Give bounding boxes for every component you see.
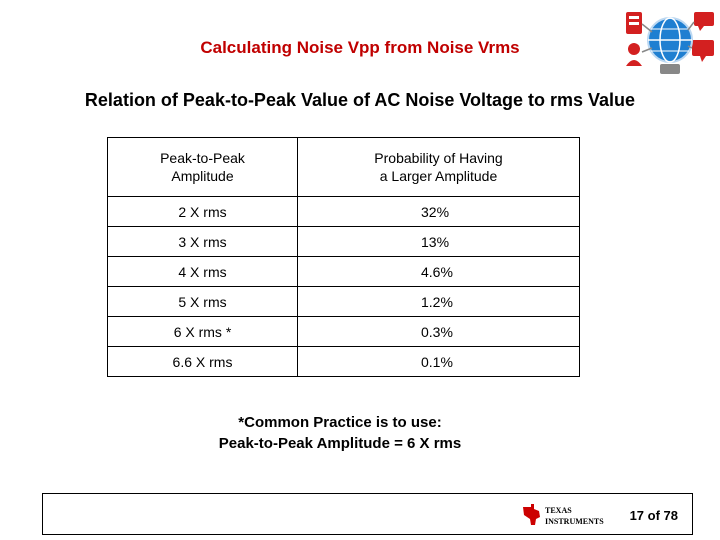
probability-value: 1.2%	[421, 293, 453, 310]
note-line2: Peak-to-Peak Amplitude = 6 X rms	[218, 435, 462, 452]
header-amplitude-line1: Peak-to-Peak	[160, 150, 245, 166]
header-probability-line2: a Larger Amplitude	[379, 168, 498, 184]
table-row	[108, 347, 580, 377]
table-row	[108, 197, 580, 227]
table-row	[108, 227, 580, 257]
table-row	[108, 287, 580, 317]
amplitude-cell: 2 X rms	[108, 197, 298, 227]
probability-cell	[298, 317, 580, 347]
probability-cell	[298, 227, 580, 257]
probability-value: 32%	[421, 203, 450, 220]
slide-footer	[42, 493, 693, 535]
probability-cell	[298, 257, 580, 287]
common-practice-note	[0, 412, 680, 454]
logo-text-line2: INSTRUMENTS	[545, 517, 604, 526]
amplitude-cell: 5 X rms	[108, 287, 298, 317]
probability-value: 0.1%	[421, 353, 453, 370]
logo-text-line1: TEXAS	[545, 506, 572, 515]
probability-value: 0.3%	[421, 323, 453, 340]
noise-amplitude-table	[107, 137, 580, 377]
network-graphic-icon	[622, 4, 718, 80]
amplitude-cell: 6 X rms *	[108, 317, 298, 347]
probability-cell	[298, 347, 580, 377]
probability-cell	[298, 197, 580, 227]
amplitude-cell: 3 X rms	[108, 227, 298, 257]
page-number: 17 of 78	[629, 508, 678, 523]
table-subtitle: Relation of Peak-to-Peak Value of AC Noise Voltage to rms Value	[84, 90, 636, 110]
slide-title: Calculating Noise Vpp from Noise Vrms	[200, 38, 520, 57]
note-line1: *Common Practice is to use:	[238, 414, 442, 431]
table-row	[108, 317, 580, 347]
header-amplitude-line2: Amplitude	[171, 168, 234, 184]
header-probability-line1: Probability of Having	[374, 150, 503, 166]
amplitude-cell: 4 X rms	[108, 257, 298, 287]
table-row	[108, 257, 580, 287]
amplitude-cell: 6.6 X rms	[108, 347, 298, 377]
header-probability	[298, 138, 580, 197]
probability-value: 4.6%	[421, 263, 453, 280]
table-header-row	[108, 138, 580, 197]
texas-instruments-logo	[521, 503, 616, 527]
probability-cell	[298, 287, 580, 317]
header-amplitude	[108, 138, 298, 197]
probability-value: 13%	[421, 233, 450, 250]
